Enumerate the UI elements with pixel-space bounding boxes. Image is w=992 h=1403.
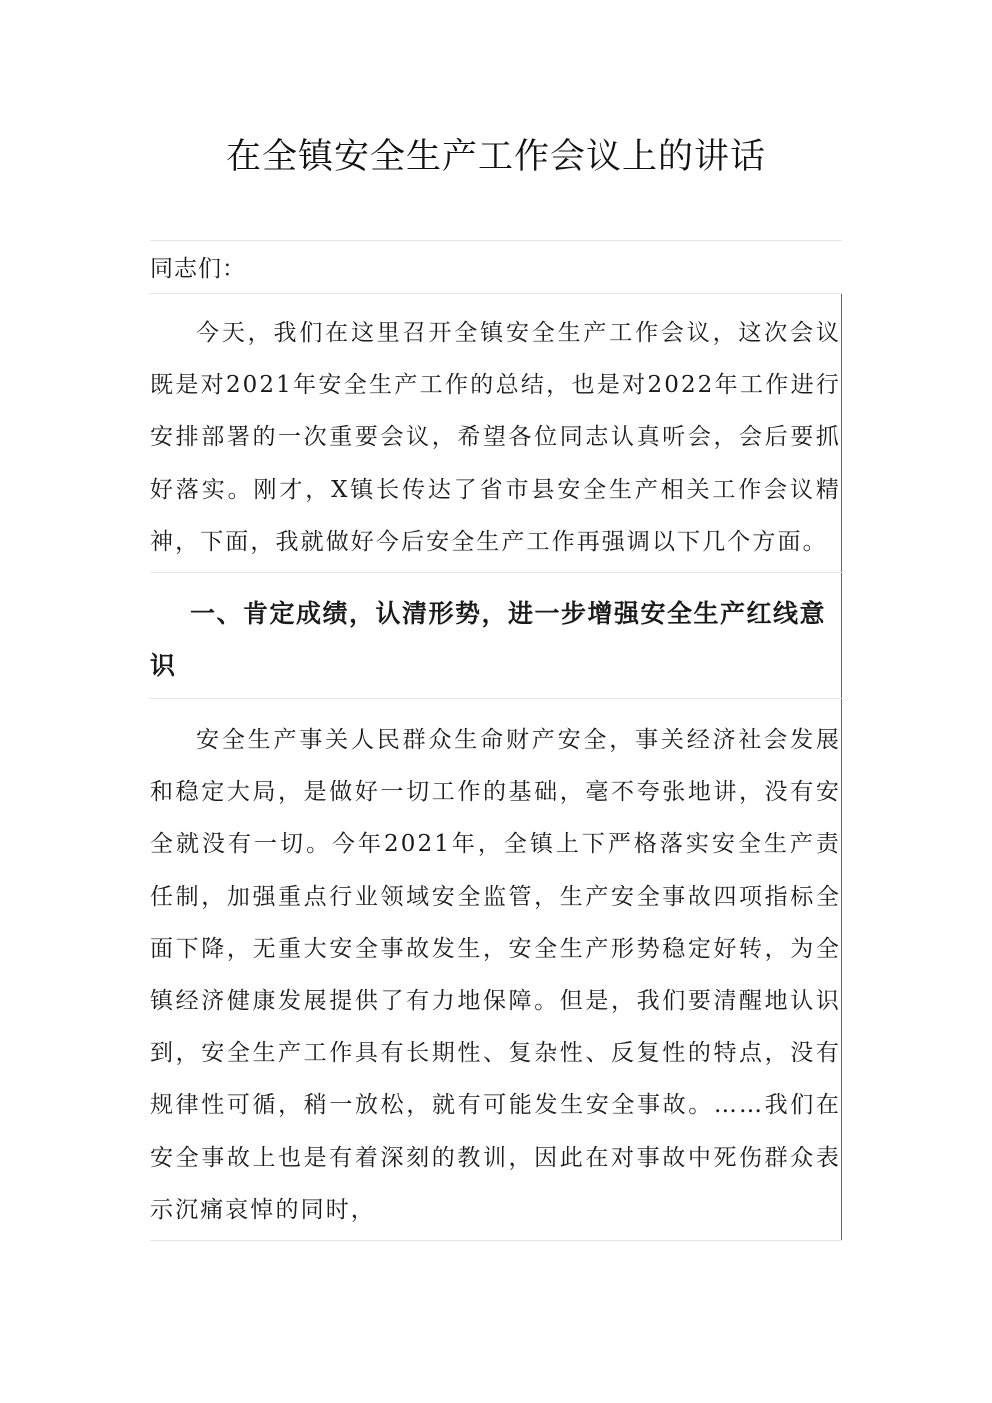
document-title: 在全镇安全生产工作会议上的讲话 [225,137,766,177]
document-body [150,240,842,1241]
section-heading: 一、肯定成绩，认清形势，进一步增强安全生产红线意识 [150,573,842,698]
paragraph-section-1: 安全生产事关人民群众生命财产安全，事关经济社会发展和稳定大局，是做好一切工作的基础，毫不夸张地讲，没有安全就没有一切。今年2021年，全镇上下严格落实安全生产责任制，加强重点行业领域安全监管，生产安全事故四项指标全面下降，无重大安全事故发生，安全生产形势稳定好转，为全镇经济健康发展提供了有力地保障。但是，我们要清醒地认识到，安全生产工作具有长期性、复杂性、反复性的特点，没有规律性可循，稍一放松，就有可能发生安全事故。……我们在安全事故上也是有着深刻的教训，因此在对事故中死伤群众表示沉痛哀悼的同时， [150,699,842,1240]
divider [150,1240,842,1241]
paragraph-intro: 今天，我们在这里召开全镇安全生产工作会议，这次会议既是对2021年安全生产工作的总结，也是对2022年工作进行安排部署的一次重要会议，希望各位同志认真听会，会后要抓好落实。刚才，X镇长传达了省市县安全生产相关工作会议精神，下面，我就做好今后安全生产工作再强调以下几个方面。 [150,294,842,572]
salutation: 同志们： [150,256,246,282]
